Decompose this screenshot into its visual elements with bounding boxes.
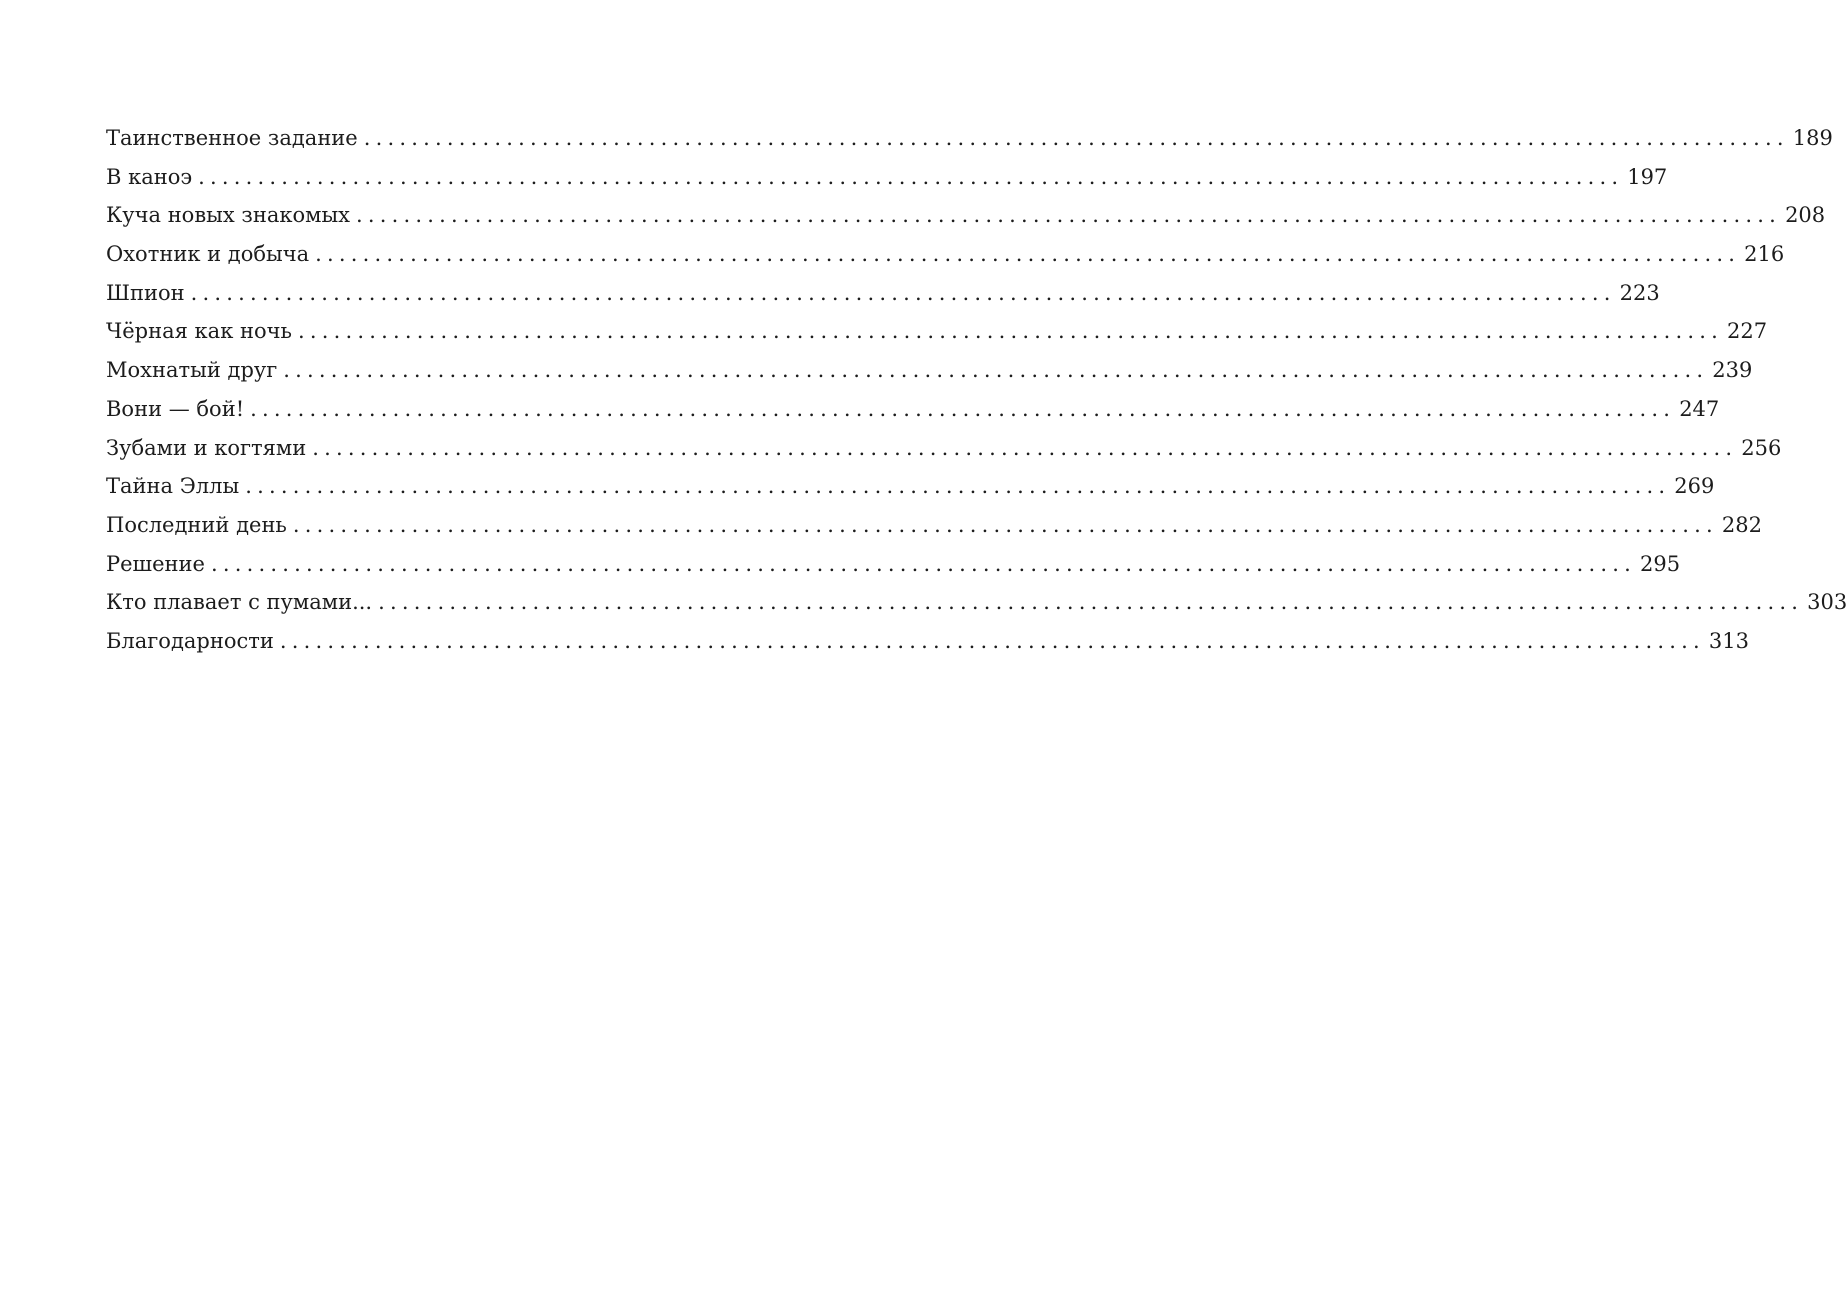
toc-entry-title: Тайна Эллы [106, 474, 240, 499]
toc-entry [106, 474, 1715, 513]
toc-entry [106, 164, 1668, 204]
toc-entry-title: Вони — бой! [106, 396, 245, 421]
toc-entry-title: Чёрная как ночь [106, 319, 292, 344]
toc-entry-title: Решение [106, 551, 205, 576]
toc-entry [106, 435, 1782, 475]
toc-entry [106, 358, 1753, 397]
toc-entry-title: В каноэ [106, 164, 193, 189]
toc-entry-page-number: 282 [1721, 512, 1763, 537]
toc-entry-title: Мохнатый друг [106, 358, 278, 383]
dot-leader: ........................................................................................................................ [315, 242, 1741, 267]
toc-entry-page-number: 269 [1674, 474, 1715, 499]
dot-leader: ........................................................................................................................ [190, 280, 1616, 305]
toc-entry-page-number: 247 [1679, 396, 1720, 421]
toc-entry [106, 242, 1785, 281]
toc-entry-page-number: 256 [1741, 435, 1782, 460]
toc-entry-page-number: 227 [1727, 319, 1768, 344]
toc-entry [106, 280, 1660, 320]
dot-leader: ........................................................................................................................ [356, 203, 1782, 228]
toc-entry-title: Таинственное задание [106, 126, 358, 150]
table-of-contents [106, 126, 1847, 668]
toc-entry [106, 396, 1720, 436]
toc-entry [106, 126, 1833, 165]
toc-entry [106, 512, 1763, 552]
dot-leader: ........................................................................................................................ [198, 164, 1624, 189]
toc-entry-title: Охотник и добыча [106, 242, 310, 267]
dot-leader: ........................................................................................................................ [245, 474, 1671, 499]
toc-entry-page-number: 216 [1744, 242, 1785, 267]
toc-entry-title: Последний день [106, 512, 287, 537]
toc-entry-page-number: 189 [1792, 126, 1833, 150]
dot-leader: ........................................................................................................................ [297, 319, 1723, 344]
toc-entry-title: Шпион [106, 280, 185, 305]
dot-leader: ........................................................................................................................ [312, 435, 1738, 460]
toc-entry-title: Зубами и когтями [106, 435, 307, 460]
dot-leader: ........................................................................................................................ [283, 358, 1709, 383]
toc-entry [106, 590, 1847, 629]
toc-entry [106, 628, 1749, 668]
dot-leader: ........................................................................................................................ [363, 126, 1789, 150]
toc-entry-page-number: 223 [1619, 280, 1660, 305]
toc-entry-title: Куча новых знакомых [106, 203, 351, 228]
toc-entry [106, 319, 1768, 358]
toc-entry-page-number: 303 [1807, 590, 1847, 615]
dot-leader: ........................................................................................................................ [292, 512, 1718, 537]
dot-leader: ........................................................................................................................ [378, 590, 1804, 615]
toc-entry-title: Благодарности [106, 628, 274, 653]
dot-leader: ........................................................................................................................ [279, 628, 1705, 653]
toc-entry [106, 203, 1826, 242]
toc-entry-page-number: 313 [1708, 628, 1749, 653]
dot-leader: ........................................................................................................................ [210, 551, 1636, 576]
toc-entry [106, 551, 1681, 591]
toc-entry-page-number: 197 [1627, 164, 1668, 189]
toc-entry-page-number: 208 [1785, 203, 1826, 228]
dot-leader: ........................................................................................................................ [250, 396, 1676, 421]
toc-entry-page-number: 239 [1712, 358, 1753, 383]
toc-entry-page-number: 295 [1639, 551, 1681, 576]
toc-entry-title: Кто плавает с пумами... [106, 590, 373, 615]
